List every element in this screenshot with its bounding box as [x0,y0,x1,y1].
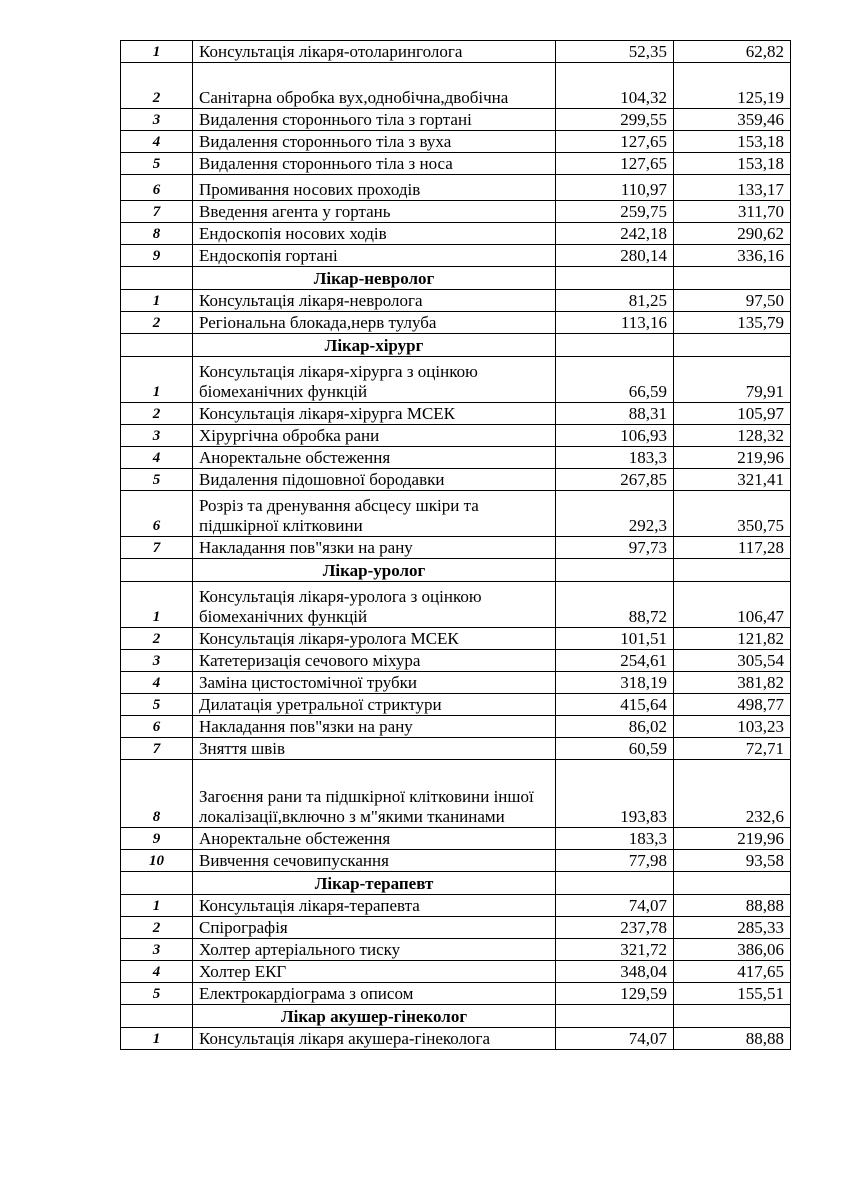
section-price-cell [556,559,674,582]
service-name: Консультація лікаря акушера-гінеколога [193,1028,556,1050]
price-with-vat-cell: 232,6 [674,760,791,828]
price-with-vat-cell: 350,75 [674,491,791,537]
row-number: 8 [121,223,193,245]
row-number: 1 [121,41,193,63]
service-name: Аноректальне обстеження [193,447,556,469]
service-name: Введення агента у гортань [193,201,556,223]
row-number: 3 [121,650,193,672]
price-with-vat-cell: 219,96 [674,828,791,850]
price-with-vat-cell: 359,46 [674,109,791,131]
price-cell: 127,65 [556,153,674,175]
service-row [121,403,791,425]
price-with-vat-cell: 88,88 [674,895,791,917]
price-cell: 183,3 [556,828,674,850]
service-row [121,895,791,917]
section-price-vat-cell [674,267,791,290]
price-cell: 193,83 [556,760,674,828]
price-cell: 242,18 [556,223,674,245]
service-row [121,716,791,738]
price-cell: 254,61 [556,650,674,672]
row-number: 3 [121,109,193,131]
section-num-cell [121,559,193,582]
service-name: Санітарна обробка вух,однобічна,двобічна [193,63,556,109]
price-with-vat-cell: 103,23 [674,716,791,738]
price-with-vat-cell: 121,82 [674,628,791,650]
price-with-vat-cell: 62,82 [674,41,791,63]
section-num-cell [121,872,193,895]
price-cell: 280,14 [556,245,674,267]
service-name: Консультація лікаря-хірурга з оцінкою біомеханічних функцій [193,357,556,403]
price-with-vat-cell: 97,50 [674,290,791,312]
price-cell: 129,59 [556,983,674,1005]
price-cell: 88,72 [556,582,674,628]
service-row [121,537,791,559]
service-name: Ендоскопія гортані [193,245,556,267]
service-row [121,312,791,334]
price-with-vat-cell: 88,88 [674,1028,791,1050]
service-name: Консультація лікаря-уролога з оцінкою біомеханічних функцій [193,582,556,628]
service-name: Загоєння рани та підшкірної клітковини іншої локалізації,включно з м"якими тканинами [193,760,556,828]
price-cell: 74,07 [556,895,674,917]
price-cell: 66,59 [556,357,674,403]
price-cell: 321,72 [556,939,674,961]
service-row [121,1028,791,1050]
section-price-cell [556,872,674,895]
service-row [121,469,791,491]
row-number: 2 [121,628,193,650]
service-name: Видалення стороннього тіла з вуха [193,131,556,153]
service-row [121,109,791,131]
row-number: 3 [121,425,193,447]
price-with-vat-cell: 155,51 [674,983,791,1005]
service-row [121,131,791,153]
service-name: Видалення стороннього тіла з носа [193,153,556,175]
section-header-row [121,1005,791,1028]
row-number: 8 [121,760,193,828]
price-with-vat-cell: 285,33 [674,917,791,939]
service-name: Накладання пов"язки на рану [193,716,556,738]
section-num-cell [121,1005,193,1028]
price-cell: 52,35 [556,41,674,63]
row-number: 5 [121,153,193,175]
row-number: 4 [121,672,193,694]
price-with-vat-cell: 153,18 [674,131,791,153]
service-name: Катетеризація сечового міхура [193,650,556,672]
price-list-body [121,41,791,1050]
section-header-row [121,559,791,582]
price-cell: 86,02 [556,716,674,738]
service-name: Консультація лікаря-отоларинголога [193,41,556,63]
price-with-vat-cell: 153,18 [674,153,791,175]
service-row [121,425,791,447]
price-cell: 267,85 [556,469,674,491]
price-cell: 415,64 [556,694,674,716]
service-name: Накладання пов"язки на рану [193,537,556,559]
service-row [121,983,791,1005]
price-cell: 237,78 [556,917,674,939]
service-row [121,738,791,760]
section-title: Лікар-уролог [193,559,556,582]
row-number: 4 [121,961,193,983]
service-name: Зняття швів [193,738,556,760]
section-price-vat-cell [674,334,791,357]
row-number: 1 [121,895,193,917]
service-row [121,245,791,267]
price-cell: 101,51 [556,628,674,650]
service-row [121,939,791,961]
price-cell: 60,59 [556,738,674,760]
row-number: 2 [121,312,193,334]
service-name: Вивчення сечовипускання [193,850,556,872]
service-row [121,917,791,939]
price-with-vat-cell: 106,47 [674,582,791,628]
service-name: Видалення підошовної бородавки [193,469,556,491]
row-number: 1 [121,582,193,628]
service-name: Холтер ЕКГ [193,961,556,983]
section-header-row [121,872,791,895]
section-price-cell [556,267,674,290]
service-name: Холтер артеріального тиску [193,939,556,961]
service-row [121,760,791,828]
price-with-vat-cell: 290,62 [674,223,791,245]
service-name: Консультація лікаря-хірурга МСЕК [193,403,556,425]
price-cell: 292,3 [556,491,674,537]
row-number: 4 [121,131,193,153]
price-with-vat-cell: 305,54 [674,650,791,672]
service-name: Аноректальне обстеження [193,828,556,850]
service-name: Консультація лікаря-невролога [193,290,556,312]
service-row [121,153,791,175]
row-number: 9 [121,245,193,267]
section-price-cell [556,334,674,357]
service-name: Регіональна блокада,нерв тулуба [193,312,556,334]
row-number: 2 [121,917,193,939]
service-row [121,582,791,628]
service-row [121,491,791,537]
service-row [121,628,791,650]
price-with-vat-cell: 79,91 [674,357,791,403]
row-number: 2 [121,403,193,425]
price-cell: 104,32 [556,63,674,109]
row-number: 6 [121,175,193,201]
price-cell: 97,73 [556,537,674,559]
price-cell: 259,75 [556,201,674,223]
section-price-vat-cell [674,559,791,582]
row-number: 7 [121,201,193,223]
row-number: 4 [121,447,193,469]
service-row [121,828,791,850]
price-with-vat-cell: 133,17 [674,175,791,201]
row-number: 6 [121,716,193,738]
service-row [121,41,791,63]
price-with-vat-cell: 417,65 [674,961,791,983]
price-cell: 127,65 [556,131,674,153]
service-name: Видалення стороннього тіла з гортані [193,109,556,131]
row-number: 7 [121,537,193,559]
price-with-vat-cell: 311,70 [674,201,791,223]
service-name: Заміна цистостомічної трубки [193,672,556,694]
price-cell: 77,98 [556,850,674,872]
price-cell: 348,04 [556,961,674,983]
price-with-vat-cell: 125,19 [674,63,791,109]
price-with-vat-cell: 135,79 [674,312,791,334]
price-with-vat-cell: 219,96 [674,447,791,469]
service-name: Спірографія [193,917,556,939]
service-row [121,223,791,245]
row-number: 5 [121,983,193,1005]
service-row [121,447,791,469]
price-with-vat-cell: 117,28 [674,537,791,559]
price-with-vat-cell: 105,97 [674,403,791,425]
service-row [121,357,791,403]
row-number: 2 [121,63,193,109]
price-cell: 74,07 [556,1028,674,1050]
row-number: 1 [121,357,193,403]
price-with-vat-cell: 336,16 [674,245,791,267]
section-title: Лікар-хірург [193,334,556,357]
row-number: 7 [121,738,193,760]
price-with-vat-cell: 381,82 [674,672,791,694]
price-cell: 318,19 [556,672,674,694]
price-cell: 183,3 [556,447,674,469]
section-price-vat-cell [674,872,791,895]
price-cell: 299,55 [556,109,674,131]
row-number: 1 [121,1028,193,1050]
section-title: Лікар-терапевт [193,872,556,895]
section-num-cell [121,334,193,357]
price-with-vat-cell: 93,58 [674,850,791,872]
price-list-table [120,40,791,1050]
service-name: Дилатація уретральної стриктури [193,694,556,716]
section-price-vat-cell [674,1005,791,1028]
service-row [121,201,791,223]
section-header-row [121,267,791,290]
price-with-vat-cell: 386,06 [674,939,791,961]
price-cell: 110,97 [556,175,674,201]
row-number: 5 [121,469,193,491]
service-row [121,63,791,109]
price-with-vat-cell: 72,71 [674,738,791,760]
service-row [121,672,791,694]
section-header-row [121,334,791,357]
service-row [121,961,791,983]
section-title: Лікар-невролог [193,267,556,290]
price-cell: 106,93 [556,425,674,447]
service-name: Консультація лікаря-уролога МСЕК [193,628,556,650]
price-cell: 81,25 [556,290,674,312]
service-name: Електрокардіограма з описом [193,983,556,1005]
price-with-vat-cell: 321,41 [674,469,791,491]
section-title: Лікар акушер-гінеколог [193,1005,556,1028]
price-with-vat-cell: 128,32 [674,425,791,447]
section-num-cell [121,267,193,290]
service-row [121,175,791,201]
row-number: 9 [121,828,193,850]
service-name: Хірургічна обробка рани [193,425,556,447]
price-cell: 88,31 [556,403,674,425]
row-number: 1 [121,290,193,312]
section-price-cell [556,1005,674,1028]
row-number: 3 [121,939,193,961]
service-name: Промивання носових проходів [193,175,556,201]
service-row [121,650,791,672]
price-cell: 113,16 [556,312,674,334]
row-number: 10 [121,850,193,872]
service-row [121,290,791,312]
service-name: Ендоскопія носових ходів [193,223,556,245]
price-with-vat-cell: 498,77 [674,694,791,716]
service-name: Розріз та дренування абсцесу шкіри та підшкірної клітковини [193,491,556,537]
row-number: 6 [121,491,193,537]
service-row [121,694,791,716]
row-number: 5 [121,694,193,716]
service-name: Консультація лікаря-терапевта [193,895,556,917]
service-row [121,850,791,872]
